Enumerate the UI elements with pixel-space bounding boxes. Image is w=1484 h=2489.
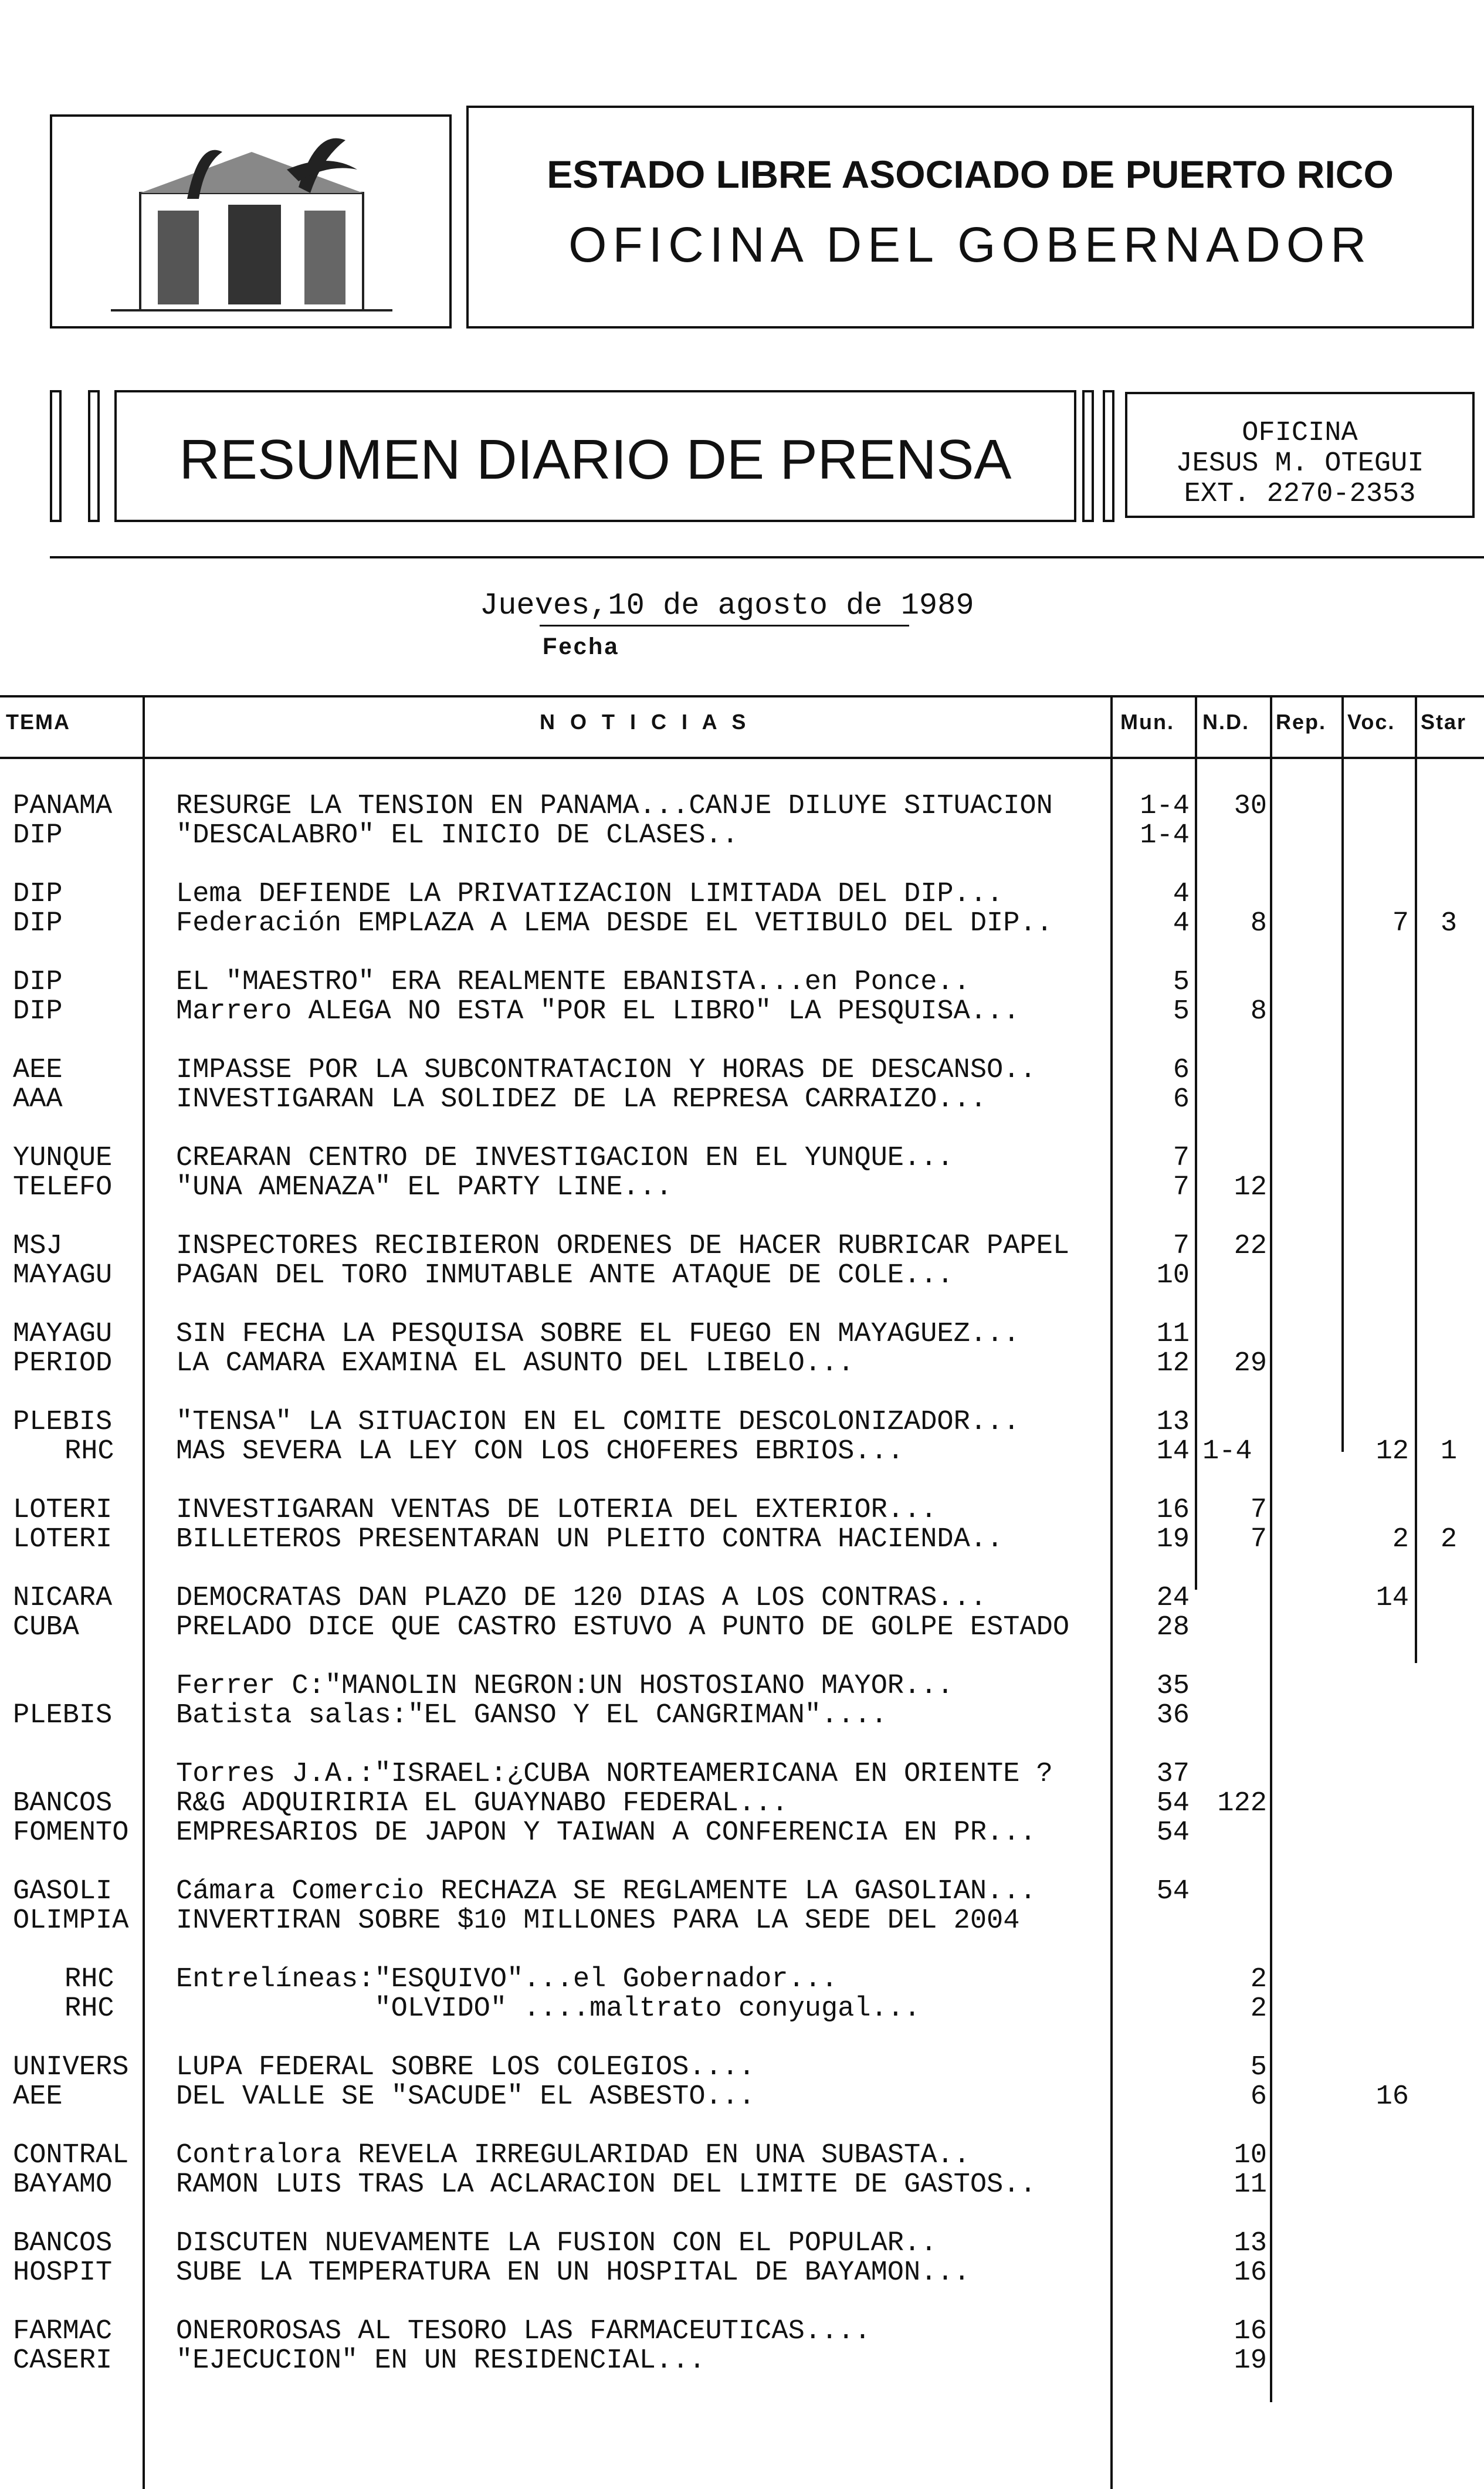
row-headline: Torres J.A.:"ISRAEL:¿CUBA NORTEAMERICANA EN ORIENTE ? (176, 1759, 1053, 1790)
row-mun-page: 54 (1156, 1876, 1190, 1907)
row-headline: DEMOCRATAS DAN PLAZO DE 120 DIAS A LOS CONTRAS... (176, 1583, 987, 1614)
row-tema: MSJ (13, 1231, 63, 1262)
row-tema: GASOLI (13, 1876, 113, 1907)
row-star-page: 3 (1440, 908, 1458, 939)
header-nd: N.D. (1202, 710, 1249, 734)
row-mun-page: 16 (1156, 1495, 1190, 1526)
row-mun-page: 54 (1156, 1817, 1190, 1848)
row-star-page: 1 (1440, 1436, 1458, 1467)
row-tema: RHC (65, 1436, 114, 1467)
row-nd-page: 7 (1250, 1524, 1267, 1555)
row-mun-page: 28 (1156, 1612, 1190, 1643)
row-tema: FOMENTO (13, 1817, 129, 1848)
row-headline: INVESTIGARAN VENTAS DE LOTERIA DEL EXTERIOR... (176, 1495, 937, 1526)
row-headline: PRELADO DICE QUE CASTRO ESTUVO A PUNTO DE GOLPE ESTADO (176, 1612, 1070, 1643)
row-nd-page: 16 (1234, 2257, 1267, 2288)
row-tema: AEE (13, 2081, 63, 2112)
row-tema: UNIVERS (13, 2052, 129, 2083)
row-nd-page: 6 (1250, 2081, 1267, 2112)
row-headline: "UNA AMENAZA" EL PARTY LINE... (176, 1172, 673, 1203)
banner-left-bar-1 (50, 390, 62, 522)
row-nd-page: 29 (1234, 1348, 1267, 1379)
row-headline: "TENSA" LA SITUACION EN EL COMITE DESCOLONIZADOR... (176, 1407, 1020, 1438)
row-tema: MAYAGU (13, 1319, 113, 1350)
row-tema: FARMAC (13, 2316, 113, 2347)
col-divider-rep (1341, 695, 1344, 1452)
row-nd-page: 12 (1234, 1172, 1267, 1203)
row-headline: Batista salas:"EL GANSO Y EL CANGRIMAN".... (176, 1700, 887, 1731)
row-headline: RESURGE LA TENSION EN PANAMA...CANJE DILUYE SITUACION (176, 791, 1053, 822)
estado-libre-title: ESTADO LIBRE ASOCIADO DE PUERTO RICO (547, 153, 1394, 196)
row-nd-page: 5 (1250, 2052, 1267, 2083)
row-headline: EL "MAESTRO" ERA REALMENTE EBANISTA...en Ponce.. (176, 967, 970, 998)
row-headline: INSPECTORES RECIBIERON ORDENES DE HACER RUBRICAR PAPEL (176, 1231, 1070, 1262)
row-mun-page: 4 (1173, 908, 1190, 939)
row-nd-page: 10 (1234, 2140, 1267, 2171)
row-headline: Ferrer C:"MANOLIN NEGRON:UN HOSTOSIANO MAYOR... (176, 1671, 954, 1702)
row-mun-page: 6 (1173, 1055, 1190, 1086)
row-headline: DEL VALLE SE "SACUDE" EL ASBESTO... (176, 2081, 755, 2112)
banner-right-bar-2 (1103, 390, 1114, 522)
row-tema: DIP (13, 996, 63, 1027)
oficina-gobernador-title: OFICINA DEL GOBERNADOR (568, 217, 1372, 272)
table-header-rule (0, 757, 1484, 759)
row-tema: YUNQUE (13, 1143, 113, 1174)
date-caption: Fecha (543, 634, 619, 659)
row-tema: AAA (13, 1084, 63, 1115)
row-tema: DIP (13, 967, 63, 998)
row-tema: BANCOS (13, 2228, 113, 2259)
row-voc-page: 14 (1375, 1583, 1409, 1614)
col-divider-voc (1415, 695, 1417, 1663)
row-headline: MAS SEVERA LA LEY CON LOS CHOFERES EBRIOS... (176, 1436, 904, 1467)
report-date: Jueves,10 de agosto de 1989 (480, 588, 974, 623)
row-mun-page: 13 (1156, 1407, 1190, 1438)
col-divider-tema (143, 695, 145, 2489)
row-headline: BILLETEROS PRESENTARAN UN PLEITO CONTRA HACIENDA.. (176, 1524, 1004, 1555)
col-divider-mun (1195, 695, 1197, 1590)
row-mun-page: 4 (1173, 879, 1190, 910)
row-headline: SIN FECHA LA PESQUISA SOBRE EL FUEGO EN MAYAGUEZ... (176, 1319, 1020, 1350)
row-headline: CREARAN CENTRO DE INVESTIGACION EN EL YUNQUE... (176, 1143, 954, 1174)
row-voc-page: 2 (1392, 1524, 1409, 1555)
row-nd-page: 8 (1250, 908, 1267, 939)
fortaleza-logo (52, 117, 449, 326)
row-headline: R&G ADQUIRIRIA EL GUAYNABO FEDERAL... (176, 1788, 788, 1819)
row-tema: PLEBIS (13, 1700, 113, 1731)
row-tema: MAYAGU (13, 1260, 113, 1291)
row-mun-page: 6 (1173, 1084, 1190, 1115)
header-rep: Rep. (1276, 710, 1327, 734)
row-headline: Marrero ALEGA NO ESTA "POR EL LIBRO" LA PESQUISA... (176, 996, 1020, 1027)
row-nd-page: 7 (1250, 1495, 1267, 1526)
row-headline: Contralora REVELA IRREGULARIDAD EN UNA SUBASTA.. (176, 2140, 970, 2171)
office-label: OFICINA (1242, 418, 1358, 449)
row-tema: AEE (13, 1055, 63, 1086)
row-headline: DISCUTEN NUEVAMENTE LA FUSION CON EL POPULAR.. (176, 2228, 937, 2259)
table-top-rule (0, 695, 1484, 697)
row-tema: PLEBIS (13, 1407, 113, 1438)
row-headline: "EJECUCION" EN UN RESIDENCIAL... (176, 2345, 706, 2376)
row-tema: TELEFO (13, 1172, 113, 1203)
row-mun-page: 11 (1156, 1319, 1190, 1350)
row-voc-page: 7 (1392, 908, 1409, 939)
row-mun-page: 5 (1173, 996, 1190, 1027)
row-headline: LUPA FEDERAL SOBRE LOS COLEGIOS.... (176, 2052, 755, 2083)
row-mun-page: 19 (1156, 1524, 1190, 1555)
row-tema: NICARA (13, 1583, 113, 1614)
banner-title-frame (114, 390, 1076, 522)
row-headline: EMPRESARIOS DE JAPON Y TAIWAN A CONFERENCIA EN PR... (176, 1817, 1036, 1848)
header-star: Star (1421, 710, 1467, 734)
row-tema: PERIOD (13, 1348, 113, 1379)
row-tema: DIP (13, 820, 63, 851)
office-header-frame (466, 106, 1474, 329)
row-headline: Entrelíneas:"ESQUIVO"...el Gobernador... (176, 1964, 838, 1995)
row-tema: HOSPIT (13, 2257, 113, 2288)
row-tema: BAYAMO (13, 2169, 113, 2200)
row-mun-page: 10 (1156, 1260, 1190, 1291)
header-mun: Mun. (1120, 710, 1174, 734)
row-tema: PANAMA (13, 791, 113, 822)
row-headline: "OLVIDO" ....maltrato conyugal... (176, 1993, 921, 2024)
row-headline: INVESTIGARAN LA SOLIDEZ DE LA REPRESA CARRAIZO... (176, 1084, 987, 1115)
row-tema: DIP (13, 908, 63, 939)
row-nd-page: 1-4 (1202, 1436, 1252, 1467)
row-tema: LOTERI (13, 1495, 113, 1526)
office-extension: EXT. 2270-2353 (1184, 479, 1416, 510)
row-nd-page: 122 (1217, 1788, 1267, 1819)
header-tema: TEMA (6, 710, 70, 734)
row-mun-page: 1-4 (1140, 820, 1190, 851)
row-tema: DIP (13, 879, 63, 910)
row-headline: RAMON LUIS TRAS LA ACLARACION DEL LIMITE DE GASTOS.. (176, 2169, 1036, 2200)
row-headline: Cámara Comercio RECHAZA SE REGLAMENTE LA GASOLIAN... (176, 1876, 1036, 1907)
row-nd-page: 2 (1250, 1993, 1267, 2024)
header-divider (50, 556, 1484, 558)
row-tema: LOTERI (13, 1524, 113, 1555)
row-headline: SUBE LA TEMPERATURA EN UN HOSPITAL DE BAYAMON... (176, 2257, 970, 2288)
row-headline: INVERTIRAN SOBRE $10 MILLONES PARA LA SEDE DEL 2004 (176, 1905, 1020, 1936)
row-nd-page: 30 (1234, 791, 1267, 822)
office-contact-box (1125, 392, 1475, 518)
row-tema: CONTRAL (13, 2140, 129, 2171)
row-star-page: 2 (1440, 1524, 1458, 1555)
col-divider-nd (1270, 695, 1272, 2402)
row-nd-page: 8 (1250, 996, 1267, 1027)
row-mun-page: 7 (1173, 1231, 1190, 1262)
row-headline: IMPASSE POR LA SUBCONTRATACION Y HORAS DE DESCANSO.. (176, 1055, 1036, 1086)
row-mun-page: 35 (1156, 1671, 1190, 1702)
row-mun-page: 1-4 (1140, 791, 1190, 822)
row-mun-page: 7 (1173, 1143, 1190, 1174)
resumen-diario-title: RESUMEN DIARIO DE PRENSA (179, 428, 1012, 491)
row-mun-page: 5 (1173, 967, 1190, 998)
row-voc-page: 12 (1375, 1436, 1409, 1467)
row-headline: Lema DEFIENDE LA PRIVATIZACION LIMITADA DEL DIP... (176, 879, 1004, 910)
row-nd-page: 2 (1250, 1964, 1267, 1995)
row-mun-page: 7 (1173, 1172, 1190, 1203)
row-headline: PAGAN DEL TORO INMUTABLE ANTE ATAQUE DE COLE... (176, 1260, 954, 1291)
date-underline (540, 625, 909, 627)
row-tema: OLIMPIA (13, 1905, 129, 1936)
row-tema: BANCOS (13, 1788, 113, 1819)
row-mun-page: 37 (1156, 1759, 1190, 1790)
banner-right-bar-1 (1082, 390, 1094, 522)
row-headline: LA CAMARA EXAMINA EL ASUNTO DEL LIBELO... (176, 1348, 855, 1379)
row-tema: CUBA (13, 1612, 79, 1643)
row-tema: RHC (65, 1993, 114, 2024)
row-headline: "DESCALABRO" EL INICIO DE CLASES.. (176, 820, 738, 851)
banner-left-bar-2 (88, 390, 100, 522)
row-mun-page: 36 (1156, 1700, 1190, 1731)
row-nd-page: 11 (1234, 2169, 1267, 2200)
row-nd-page: 13 (1234, 2228, 1267, 2259)
row-tema: RHC (65, 1964, 114, 1995)
row-mun-page: 12 (1156, 1348, 1190, 1379)
row-mun-page: 54 (1156, 1788, 1190, 1819)
row-nd-page: 16 (1234, 2316, 1267, 2347)
header-noticias: N O T I C I A S (540, 710, 751, 734)
row-mun-page: 14 (1156, 1436, 1190, 1467)
seal-frame (50, 114, 452, 329)
row-tema: CASERI (13, 2345, 113, 2376)
row-headline: ONEROROSAS AL TESORO LAS FARMACEUTICAS.... (176, 2316, 871, 2347)
row-nd-page: 22 (1234, 1231, 1267, 1262)
row-nd-page: 19 (1234, 2345, 1267, 2376)
row-headline: Federación EMPLAZA A LEMA DESDE EL VETIBULO DEL DIP.. (176, 908, 1053, 939)
row-voc-page: 16 (1375, 2081, 1409, 2112)
header-voc: Voc. (1347, 710, 1395, 734)
office-name: JESUS M. OTEGUI (1175, 448, 1424, 479)
row-mun-page: 24 (1156, 1583, 1190, 1614)
